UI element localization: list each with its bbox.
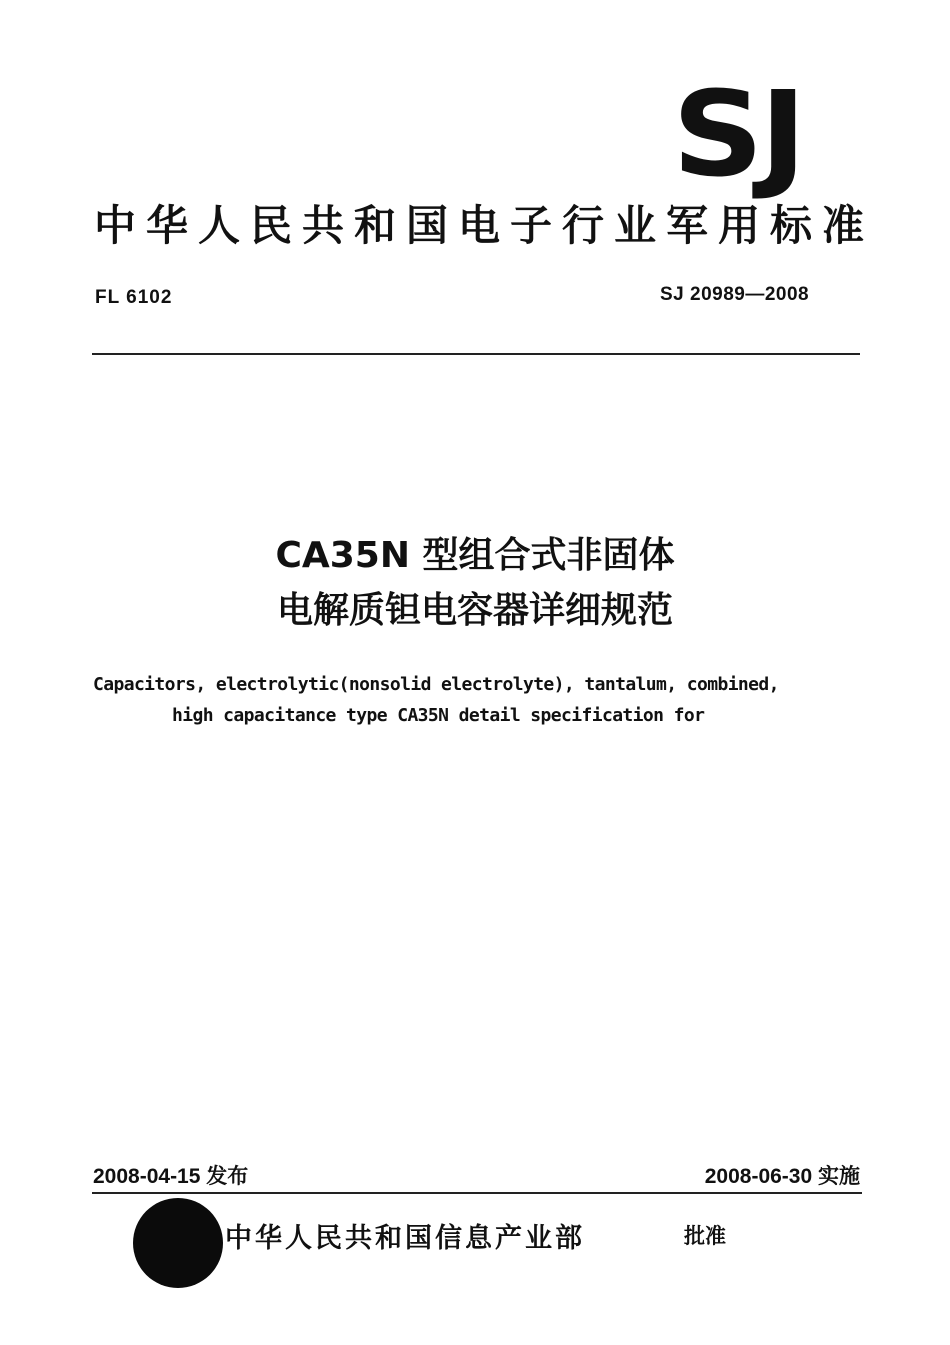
document-title-cn-line2: 电解质钽电容器详细规范 — [276, 590, 673, 631]
standard-number: SJ 20989—2008 — [660, 284, 810, 305]
seal-stamp-icon — [133, 1198, 223, 1288]
document-title-en-line1: Capacitors, electrolytic(nonsolid electrolyte), tantalum, combined, — [93, 674, 779, 695]
classification-code: FL 6102 — [95, 287, 173, 308]
document-title-en-line2: high capacitance type CA35N detail specification for — [172, 705, 705, 726]
approving-body: 中华人民共和国信息产业部 — [225, 1223, 585, 1254]
approval-label: 批准 — [684, 1224, 726, 1248]
organization-title: 中华人民共和国电子行业军用标准 — [94, 201, 875, 250]
issue-date: 2008-04-15 发布 — [93, 1165, 249, 1188]
header-divider — [92, 353, 860, 355]
document-title-cn-line1: CA35N 型组合式非固体 — [275, 535, 675, 576]
sj-logo: SJ — [672, 65, 803, 203]
footer-divider — [92, 1192, 862, 1194]
implementation-date: 2008-06-30 实施 — [704, 1165, 860, 1188]
